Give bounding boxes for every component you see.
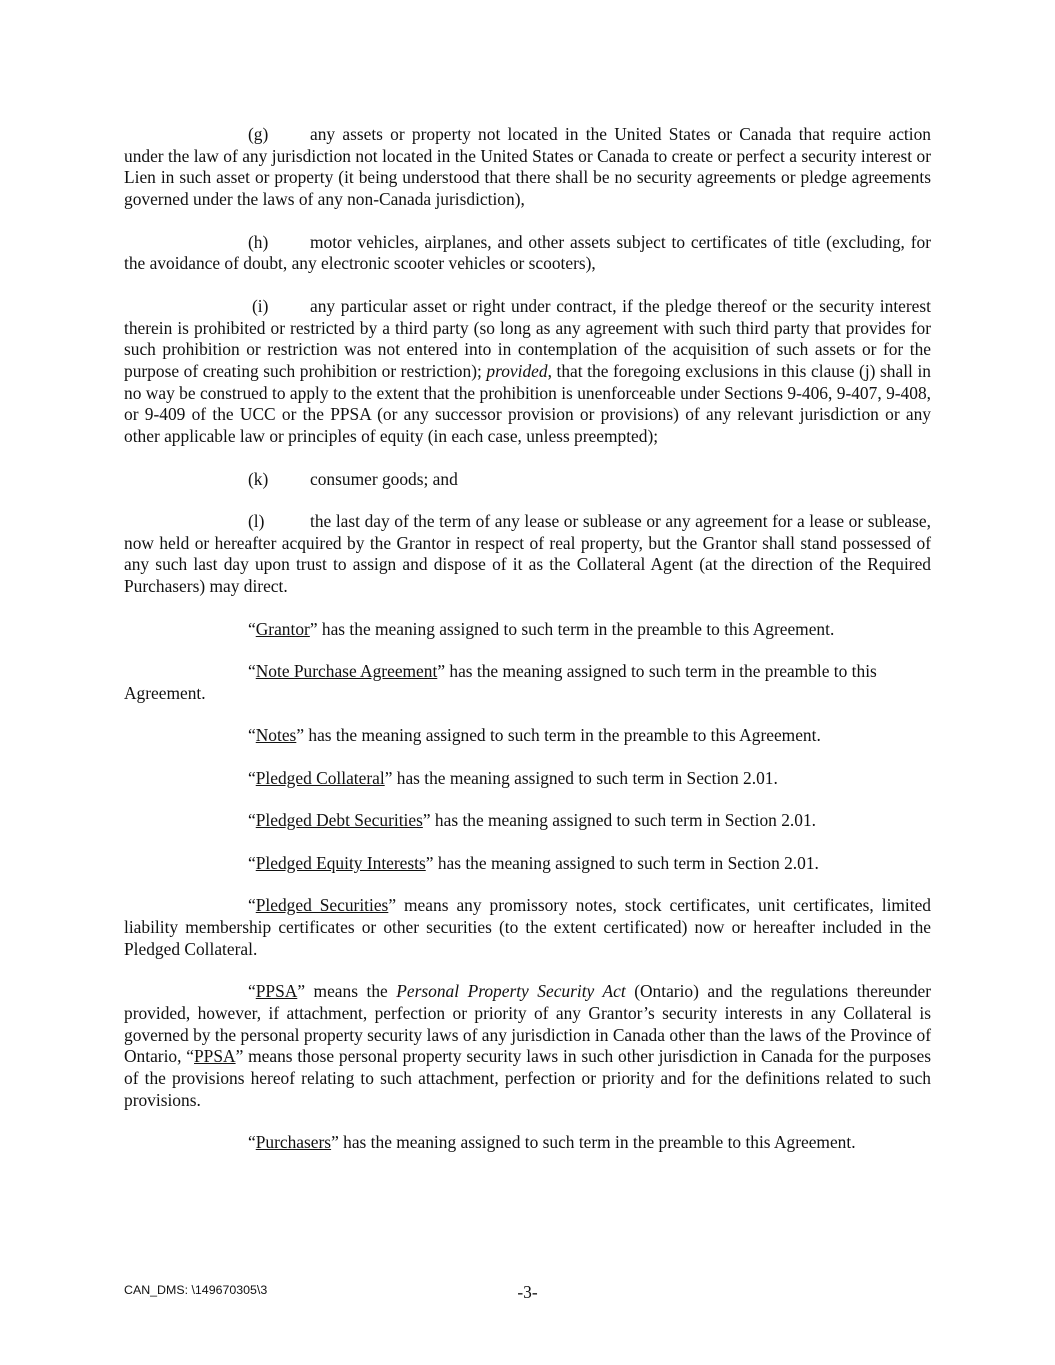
defined-term: Notes xyxy=(255,725,297,746)
open-quote: “ xyxy=(248,810,256,831)
definition-text: (Ontario) and the regulations thereunder provided, however, if attachment, perfection or priority of any Grantor’s security interests in any Collateral is governed by the personal property security laws of any jurisdiction in Canada other than the laws of the Province of Ontario, “ xyxy=(124,981,931,1067)
definition-text: ” has the meaning assigned to such term in the preamble to this Agreement. xyxy=(296,725,821,746)
document-body xyxy=(124,124,931,1175)
definition-text: ” has the meaning assigned to such term in the preamble to this Agreement. xyxy=(331,1132,856,1153)
definition-text: ” has the meaning assigned to such term in the preamble to this Agreement. xyxy=(309,618,835,639)
open-quote: “ xyxy=(248,895,256,916)
defined-term: Pledged Collateral xyxy=(255,767,385,788)
clause-k xyxy=(124,469,931,491)
definition-text: ” has the meaning assigned to such term in Section 2.01. xyxy=(384,767,778,788)
definition-pledged-equity-interests xyxy=(124,853,931,875)
open-quote: “ xyxy=(248,852,256,873)
defined-term: Pledged Equity Interests xyxy=(255,852,426,873)
defined-term: Pledged Securities xyxy=(255,895,389,916)
clause-l xyxy=(124,511,931,598)
definition-text: ” means the xyxy=(297,981,397,1002)
defined-term: Note Purchase Agreement xyxy=(255,661,438,682)
definition-ppsa xyxy=(124,981,931,1111)
clause-text: consumer goods; and xyxy=(310,468,458,489)
definition-notes xyxy=(124,725,931,747)
defined-term: Purchasers xyxy=(255,1132,332,1153)
open-quote: “ xyxy=(248,725,256,746)
defined-term: Pledged Debt Securities xyxy=(255,810,423,831)
definition-text: ” means any promissory notes, stock certificates, unit certificates, limited liability membership certificates or other securities (to the extent certificated) now or hereafter included in the Pledged Collateral. xyxy=(124,895,932,959)
clause-text: any assets or property not located in the United States or Canada that require action under the law of any jurisdiction not located in the United States or Canada to create or perfect a security interest or Lien in such asset or property (it being understood that there shall be no security agreements or pledge agreements governed under the laws of any non-Canada jurisdiction), xyxy=(124,124,931,210)
clause-label: (l) xyxy=(248,511,265,532)
defined-term: Grantor xyxy=(255,618,310,639)
open-quote: “ xyxy=(248,661,256,682)
definition-grantor xyxy=(124,619,931,641)
clause-emphasis: provided xyxy=(486,360,548,381)
clause-label: (g) xyxy=(248,124,269,144)
footer-document-id: CAN_DMS: \149670305\3 xyxy=(124,1283,268,1297)
statute-name: Personal Property Security Act xyxy=(396,981,626,1002)
clause-label: (k) xyxy=(248,468,269,489)
open-quote: “ xyxy=(248,981,256,1002)
definition-pledged-securities xyxy=(124,895,931,960)
definition-text: ” means those personal property security laws in such other jurisdiction in Canada for the purposes of the provisions hereof relating to such attachment, perfection or priority and for the definitions related to such provisions. xyxy=(124,1046,931,1110)
footer-page-number: -3- xyxy=(517,1282,538,1302)
clause-g xyxy=(124,124,931,211)
clause-text: any particular asset or right under contract, if the pledge thereof or the security interest therein is prohibited or restricted by a third party (so long as any agreement with such third party that provides for such prohibition or restriction was not entered into in contemplation of the acquisition of such assets or for the purpose of creating such prohibition or restriction); xyxy=(124,295,931,381)
definition-text: ” has the meaning assigned to such term in Section 2.01. xyxy=(422,810,816,831)
clause-text: motor vehicles, airplanes, and other assets subject to certificates of title (excluding, for the avoidance of doubt, any electronic scooter vehicles or scooters), xyxy=(124,231,931,274)
open-quote: “ xyxy=(248,1132,256,1153)
clause-label: (h) xyxy=(248,231,269,252)
open-quote: “ xyxy=(248,767,256,788)
clause-label: (i) xyxy=(252,295,269,316)
clause-text: , that the foregoing exclusions in this clause (j) shall in no way be construed to apply to the extent that the prohibition is unenforceable under Sections 9-406, 9-407, 9-408, or 9-409 of the UCC or the PPSA (or any successor provision or provisions) of any relevant jurisdiction or any other applicable law or principles of equity (in each case, unless preempted); xyxy=(124,360,931,447)
defined-term: PPSA xyxy=(255,981,298,1002)
defined-term: PPSA xyxy=(194,1046,236,1067)
definition-text: ” has the meaning assigned to such term in Section 2.01. xyxy=(425,852,819,873)
open-quote: “ xyxy=(248,618,256,639)
definition-note-purchase-agreement xyxy=(124,661,931,704)
definition-text: ” has the meaning assigned to such term in the preamble to this Agreement. xyxy=(124,661,877,703)
clause-text: the last day of the term of any lease or sublease or any agreement for a lease or sublease, now held or hereafter acquired by the Grantor in respect of real property, but the Grantor shall stand possessed of any such last day upon trust to assign and dispose of it as the Collateral Agent (at the direction of the Required Purchasers) may direct. xyxy=(124,511,931,597)
definition-purchasers xyxy=(124,1132,931,1154)
definition-pledged-debt-securities xyxy=(124,810,931,832)
definition-pledged-collateral xyxy=(124,768,931,790)
clause-h xyxy=(124,232,931,275)
clause-i xyxy=(124,296,931,448)
